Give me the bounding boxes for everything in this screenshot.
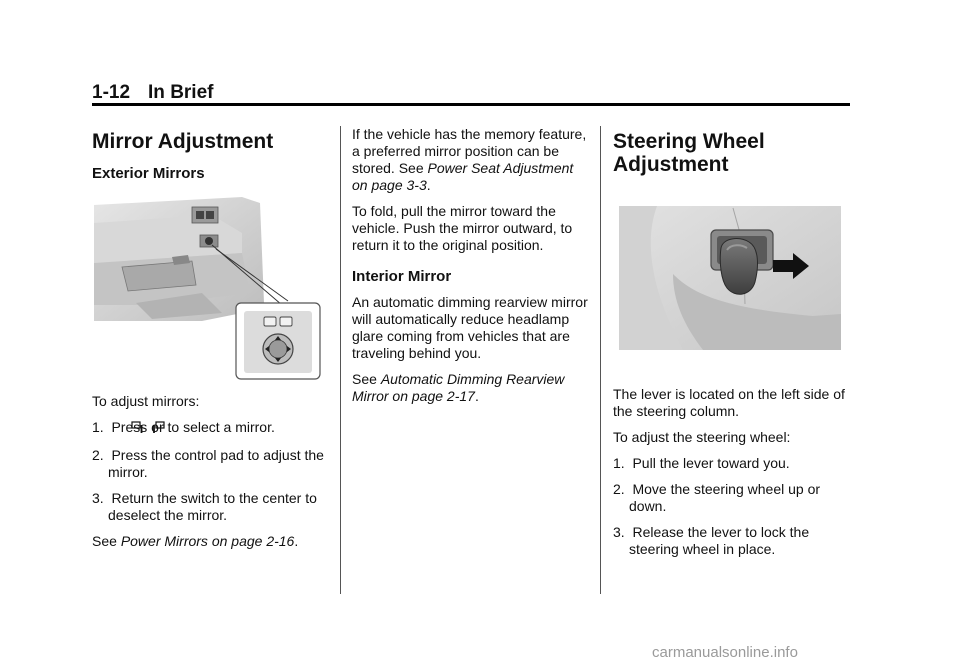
page-number: 1-12 (92, 82, 131, 103)
lever-location-paragraph: The lever is located on the left side of the steering column. (613, 386, 845, 419)
power-seat-link[interactable]: Power Seat Adjustment on page 3-3 (352, 160, 574, 193)
section-title: In Brief (148, 82, 214, 103)
list-item: 3. Return the switch to the center to deselect the mirror. (92, 490, 317, 523)
list-item: 2. Press the control pad to adjust the mirror. (92, 447, 324, 480)
power-mirrors-reference: See Power Mirrors on page 2-16. (92, 533, 299, 549)
column-3 (613, 126, 849, 567)
dimming-mirror-link[interactable]: Automatic Dimming Rearview Mirror on page 2-17 (352, 371, 565, 404)
memory-mirror-paragraph: If the vehicle has the memory feature, a preferred mirror position can be stored. See Power Seat Adjustment on page 3-3. (352, 126, 587, 193)
steering-wheel-heading: Steering Wheel Adjustment (613, 130, 765, 176)
watermark: carmanualsonline.info (652, 644, 798, 661)
column-divider-1 (340, 126, 341, 594)
steering-steps (613, 455, 849, 558)
fold-mirror-paragraph: To fold, pull the mirror toward the vehicle. Push the mirror outward, to return it to the original position. (352, 203, 573, 253)
column-divider-2 (600, 126, 601, 594)
list-item: 3. Release the lever to lock the steering wheel in place. (613, 524, 810, 557)
adjust-mirrors-intro: To adjust mirrors: (92, 393, 200, 409)
adjust-steering-intro: To adjust the steering wheel: (613, 429, 791, 445)
mirror-adjustment-heading: Mirror Adjustment (92, 130, 274, 153)
steering-lever-illustration (613, 204, 849, 352)
header-rule (92, 103, 850, 106)
list-item: 1. Press or to select a mirror. (92, 419, 275, 435)
column-2 (352, 126, 588, 414)
exterior-mirror-steps (92, 419, 330, 524)
dimming-mirror-reference: See Automatic Dimming Rearview Mirror on page 2-17. (352, 371, 565, 404)
interior-mirror-heading: Interior Mirror (352, 268, 452, 285)
list-item: 1. Pull the lever toward you. (613, 455, 790, 471)
power-mirrors-link[interactable]: Power Mirrors on page 2-16 (120, 533, 295, 549)
exterior-mirrors-heading: Exterior Mirrors (92, 165, 205, 182)
interior-mirror-paragraph: An automatic dimming rearview mirror will automatically reduce headlamp glare coming from vehicles that are traveling behind you. (352, 294, 588, 361)
exterior-mirror-control-illustration (92, 193, 328, 383)
page-header (92, 82, 213, 104)
list-item: 2. Move the steering wheel up or down. (613, 481, 821, 514)
column-1 (92, 126, 330, 559)
